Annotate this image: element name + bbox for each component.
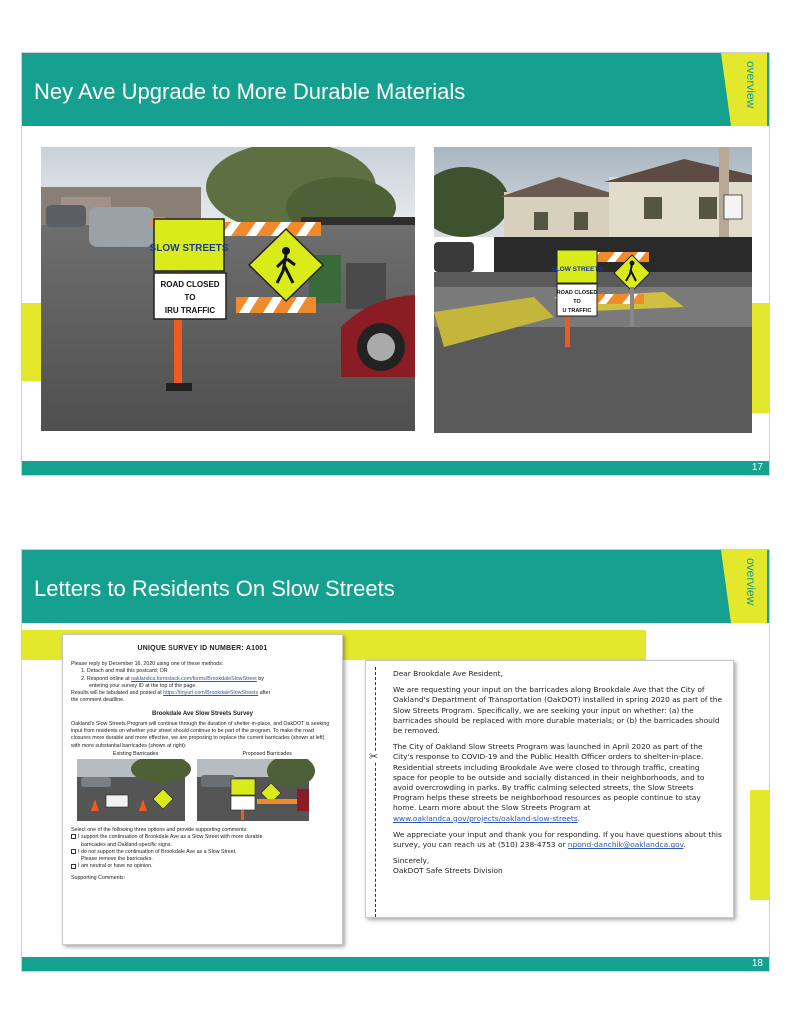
title-bar xyxy=(22,53,769,126)
sign-road-closed-2-l3: U TRAFFIC xyxy=(562,308,592,314)
section-tab-label: overview xyxy=(744,61,758,109)
letter-para-1: We are requesting your input on the barricades along Brookdale Ave that the City of Oakland's Department of Transportation (OakDOT) installed in spring 2020 as part of the Slow Streets Program. Specifically, we are seeking your input on whether: (a) the barricades should be replaced with more durable materials; or (b) the barricades should be removed. xyxy=(393,685,722,736)
photo-ney-ave-right xyxy=(434,147,752,433)
supporting-comments-label: Supporting Comments: xyxy=(71,874,126,881)
letter-para-2-end: . xyxy=(577,813,581,823)
postcard-results-b: after xyxy=(258,690,271,697)
section-tab xyxy=(731,53,767,126)
tab-shape-2 xyxy=(721,550,731,623)
section-tab-2 xyxy=(731,550,767,623)
postcard-results-a: Results will be tabulated and posted at xyxy=(71,690,164,697)
letter-signature: OakDOT Safe Streets Division xyxy=(393,866,503,876)
survey-body: Oakland's Slow Streets Program will continue through the duration of shelter-in-place, and OakDOT is seeking input from residents on whether your street should continue to be part of the program. To make the road closures more durable and more effective, we are proposing to replace the current barricades (shown at left) with more substantial barricades (shown at right): xyxy=(71,720,330,749)
postcard-method-1: 1. Detach and mail this postcard; OR xyxy=(81,668,168,675)
postcard-intro: Please reply by December 16, 2020 using one of these methods: xyxy=(71,661,224,667)
survey-postcard xyxy=(62,634,343,945)
survey-id-heading: UNIQUE SURVEY ID NUMBER: A1001 xyxy=(137,645,268,652)
option-2-text-b: Please remove the barricades. xyxy=(81,856,153,863)
section-tab-label-2: overview xyxy=(744,558,758,606)
sign-slow-streets-text: SLOW STREETS xyxy=(149,243,229,254)
option-1-text-b: barricades and Oakland-specific signs. xyxy=(81,841,172,848)
footer-bar-2 xyxy=(22,957,769,971)
slide-18 xyxy=(21,549,770,972)
page-number: 17 xyxy=(751,462,763,473)
sign-road-closed-l3: IRU TRAFFIC xyxy=(164,306,216,315)
postcard-method-2b: by xyxy=(256,675,264,682)
postcard-results-c: the comment deadline. xyxy=(71,697,125,704)
slide-title: Ney Ave Upgrade to More Durable Materials xyxy=(34,79,466,104)
photo-ney-ave-left xyxy=(41,147,415,431)
tab-shape xyxy=(721,53,731,126)
letter-greeting: Dear Brookdale Ave Resident, xyxy=(393,669,503,678)
accent-band-right-2 xyxy=(750,790,770,900)
accent-band-right xyxy=(750,303,770,413)
option-2-text-a: I do not support the continuation of Brookdale Ave as a Slow Street. xyxy=(78,848,237,855)
letter-para-3-end: . xyxy=(683,840,686,850)
letter-closing: Sincerely, xyxy=(393,856,430,866)
option-1-checkbox[interactable] xyxy=(71,834,76,839)
scissors-icon: ✂ xyxy=(369,750,379,763)
cut-line xyxy=(375,667,377,917)
barricade-photos xyxy=(71,759,334,823)
tinyurl-link[interactable]: https://tinyurl.com/BrookdaleSlowStreets xyxy=(163,690,259,697)
option-3-text: I am neutral or have no opinion. xyxy=(78,863,153,870)
slide-title-2: Letters to Residents On Slow Streets xyxy=(34,576,395,601)
sign-road-closed-2-l2: TO xyxy=(573,299,581,305)
option-1-text-a: I support the continuation of Brookdale Ave as a Slow Street with more durable xyxy=(78,834,263,841)
letter-para-2: The City of Oakland Slow Streets Program was launched in April 2020 as part of the City's response to COVID-19 and the Public Health Officer orders to shelter-in-place. Residential streets including Brookdale Ave were closed to through traffic, creating space for people to be outside and socially distanced in their neighborhoods, and to avoid overcrowding in parks. By traffic calming selected streets, the Slow Streets Program helps these streets be neighborhood resources as people continue to stay home. Learn more about the Slow Streets Program at xyxy=(393,742,705,813)
slide-17 xyxy=(21,52,770,476)
sign-slow-streets-text-2: SLOW STREETS xyxy=(551,266,603,273)
formstack-link[interactable]: oaklandca.formstack.com/forms/BrookdaleSlowStreet xyxy=(131,675,257,682)
postcard-method-2a: 2. Respond online at xyxy=(81,675,132,682)
page-number-2: 18 xyxy=(751,958,763,969)
option-2-checkbox[interactable] xyxy=(71,849,76,854)
sign-road-closed-2-l1: ROAD CLOSED xyxy=(556,290,598,296)
sign-road-closed-l1: ROAD CLOSED xyxy=(160,280,220,289)
caption-existing: Existing Barricades xyxy=(113,750,159,757)
title-bar-2 xyxy=(22,550,769,623)
sign-road-closed-l2: TO xyxy=(184,293,196,302)
footer-bar xyxy=(22,461,769,475)
caption-proposed: Proposed Barricades xyxy=(242,750,292,757)
survey-title: Brookdale Ave Slow Streets Survey xyxy=(152,710,253,717)
slow-streets-link[interactable]: www.oaklandca.gov/projects/oakland-slow-streets xyxy=(393,813,578,823)
email-link[interactable]: npond-danchik@oaklandca.gov xyxy=(567,840,684,850)
option-3-checkbox[interactable] xyxy=(71,864,76,869)
select-instructions: Select one of the following three options and provide supporting comments: xyxy=(71,826,248,833)
letter-para-3: We appreciate your input and thank you for responding. If you have questions about this survey, you can reach us at (510) 238-4753 or xyxy=(393,829,722,850)
resident-letter xyxy=(365,660,734,918)
postcard-method-2c: entering your survey ID at the top of the page. xyxy=(89,682,197,689)
